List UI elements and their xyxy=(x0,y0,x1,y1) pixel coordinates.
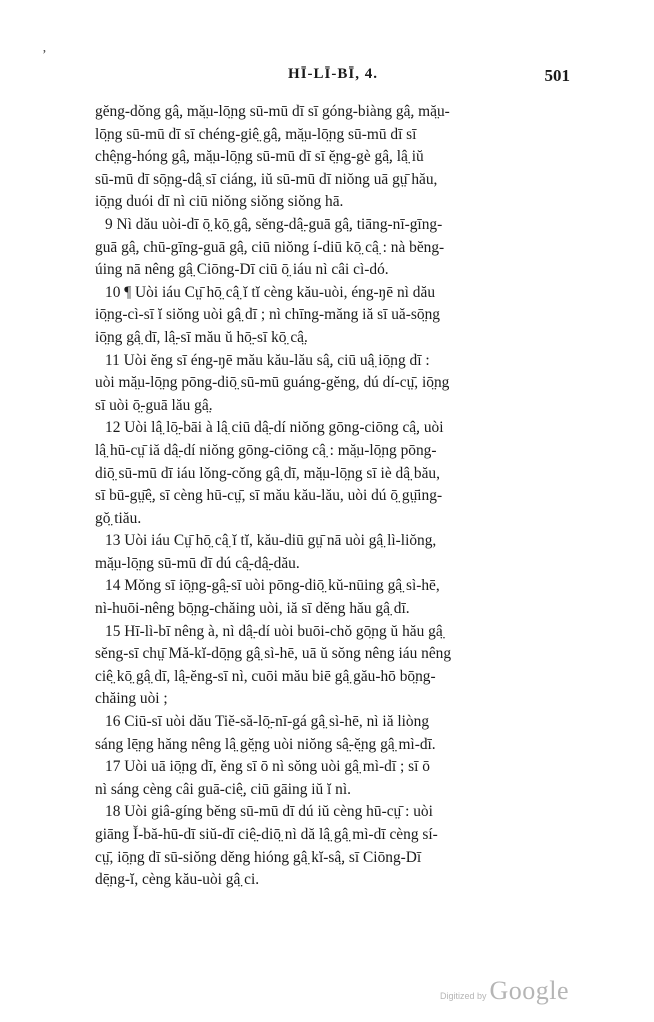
text-line: iō̤ng gâ̤ dī, lâ̤-sī mău ŭ hō̤-sī kō̤ câ̤. xyxy=(95,328,308,346)
text-line: 15 Hī-lì-bī nêng à, nì dâ̤-dí uòi buōi-chŏ gō̤ng ŭ hău gâ̤ xyxy=(105,622,443,640)
text-line: gŏ̤ tiău. xyxy=(95,509,142,527)
header-title: HĪ-LĪ-BĪ, 4. xyxy=(288,66,378,82)
text-line: úing nā nêng gâ̤ Ciōng-Dī ciū ō̤ iáu nì câi cì-dó. xyxy=(95,261,389,279)
stray-mark: ʼ xyxy=(42,48,47,63)
text-line: 14 Mŏng sī iō̤ng-gâ̤-sī uòi pōng-diō̤ kŭ-nūing gâ̤ sì-hē, xyxy=(105,577,440,595)
text-line: sī bū-gṳ̄ê̤, sī cèng hū-cṳ̄, sī mău kău-lău, uòi dú ō̤ gṳ̄ing- xyxy=(95,487,443,505)
text-line: cṳ̄, iō̤ng dī sū-siŏng dĕng hióng gâ̤ kĭ-sâ̤, sī Ciōng-Dī xyxy=(95,848,422,866)
body-text xyxy=(95,101,583,892)
text-line: chê̤ng-hóng gâ̤, mă̤u-lō̤ng sū-mū dī sī ĕ̤ng-gè gâ̤, lâ̤ iŭ xyxy=(95,148,424,166)
text-line: 16 Ciū-sī uòi dău Tiĕ-să-lō̤-nī-gá gâ̤ sì-hē, nì iă liòng xyxy=(105,713,430,731)
google-logo: Google xyxy=(489,976,570,1005)
text-line: chăing uòi ; xyxy=(95,690,168,708)
text-line: guā gâ̤, chū-gīng-guā gâ̤, ciū niŏng í-diū kō̤ câ̤ : nà bĕng- xyxy=(95,238,445,256)
text-line: iō̤ng-cì-sī ĭ siŏng uòi gâ̤ dī ; nì chīng-măng iă sī uă-sō̤ng xyxy=(95,306,440,324)
text-line: iō̤ng duói dī nì ciū niŏng siŏng siŏng hā. xyxy=(95,193,344,211)
digitized-by-google-watermark xyxy=(440,976,569,1006)
running-header xyxy=(96,66,570,90)
text-line: 18 Uòi giâ-gíng bĕng sū-mū dī dú iŭ cèng hū-cṳ̄ : uòi xyxy=(105,803,433,821)
text-line: lâ̤ hū-cṳ̄ iă dâ̤-dí niŏng gōng-ciōng câ̤ : mă̤u-lō̤ng pōng- xyxy=(95,441,437,459)
text-line: 9 Nì dău uòi-dī ō̤ kō̤ gâ̤, sĕng-dâ̤-guā gâ̤, tiāng-nī-gīng- xyxy=(105,215,443,233)
text-line: gĕng-dŏng gâ̤, mă̤u-lō̤ng sū-mū dī sī góng-biàng gâ̤, mă̤u- xyxy=(95,103,450,120)
watermark-prefix: Digitized by xyxy=(440,991,487,1001)
text-line: sáng lē̤ng hăng nêng lâ̤ gĕ̤ng uòi niŏng sâ̤-ĕ̤ng gâ̤ mì-dī. xyxy=(95,735,436,753)
text-line: mă̤u-lō̤ng sū-mū dī dú câ̤-dâ̤-dău. xyxy=(95,554,300,572)
text-line: lō̤ng sū-mū dī sī chéng-giê̤ gâ̤, mă̤u-lō̤ng sū-mū dī sī xyxy=(95,125,417,143)
page-number: 501 xyxy=(544,66,570,85)
text-line: dē̤ng-ĭ, cèng kău-uòi gâ̤ ci. xyxy=(95,871,260,889)
text-line: 13 Uòi iáu Cṳ̄ hō̤ câ̤ ĭ tĭ, kău-diū gṳ̄ nā uòi gâ̤ lì-liŏng, xyxy=(105,532,437,550)
text-line: 17 Uòi uā iō̤ng dī, ĕng sī ō nì sŏng uòi gâ̤ mì-dī ; sī ō xyxy=(105,758,430,776)
text-line: uòi mă̤u-lō̤ng pōng-diō̤ sū-mū guáng-gĕng, dú dí-cṳ̄, iō̤ng xyxy=(95,374,450,392)
text-line: sĕng-sī chṳ̄ Mă-kĭ-dō̤ng gâ̤ sì-hē, uā ŭ sŏng nêng iáu nêng xyxy=(95,645,452,663)
text-line: nì-huōi-nêng bō̤ng-chăing uòi, iă sī dĕng hău gâ̤ dī. xyxy=(95,600,410,618)
text-line: sī uòi ō̤-guā lău gâ̤. xyxy=(95,396,213,414)
text-line: 10 ¶ Uòi iáu Cṳ̄ hō̤ câ̤ ĭ tĭ cèng kău-uòi, éng-ŋē nì dău xyxy=(105,283,436,301)
text-line: diō̤ sū-mū dī iáu lŏng-cŏng gâ̤ dī, mă̤u-lō̤ng sī iè dâ̤ bău, xyxy=(95,464,440,482)
text-line: nì sáng cèng câi guā-ciê̤, ciū gāing iŭ ĭ nì. xyxy=(95,780,351,798)
text-line: sū-mū dī sō̤ng-dâ̤ sī ciáng, iŭ sū-mū dī niŏng uā gṳ̄ hău, xyxy=(95,170,438,188)
text-line: 11 Uòi ĕng sī éng-ŋē mău kău-lău sâ̤, ciū uâ̤ iō̤ng dī : xyxy=(105,351,430,369)
text-line: ciê̤ kō̤ gâ̤ dī, lâ̤-ĕng-sī nì, cuōi mău biē gâ̤ gău-hō bō̤ng- xyxy=(95,667,436,685)
text-line: 12 Uòi lâ̤ lō̤-bāi à lâ̤ ciū dâ̤-dí niŏng gōng-ciōng câ̤, uòi xyxy=(105,419,444,437)
text-line: giāng Ĭ-bă-hū-dī siŭ-dī ciê̤-diō̤ nì dă lâ̤ gâ̤ mì-dī cèng sí- xyxy=(95,826,438,843)
